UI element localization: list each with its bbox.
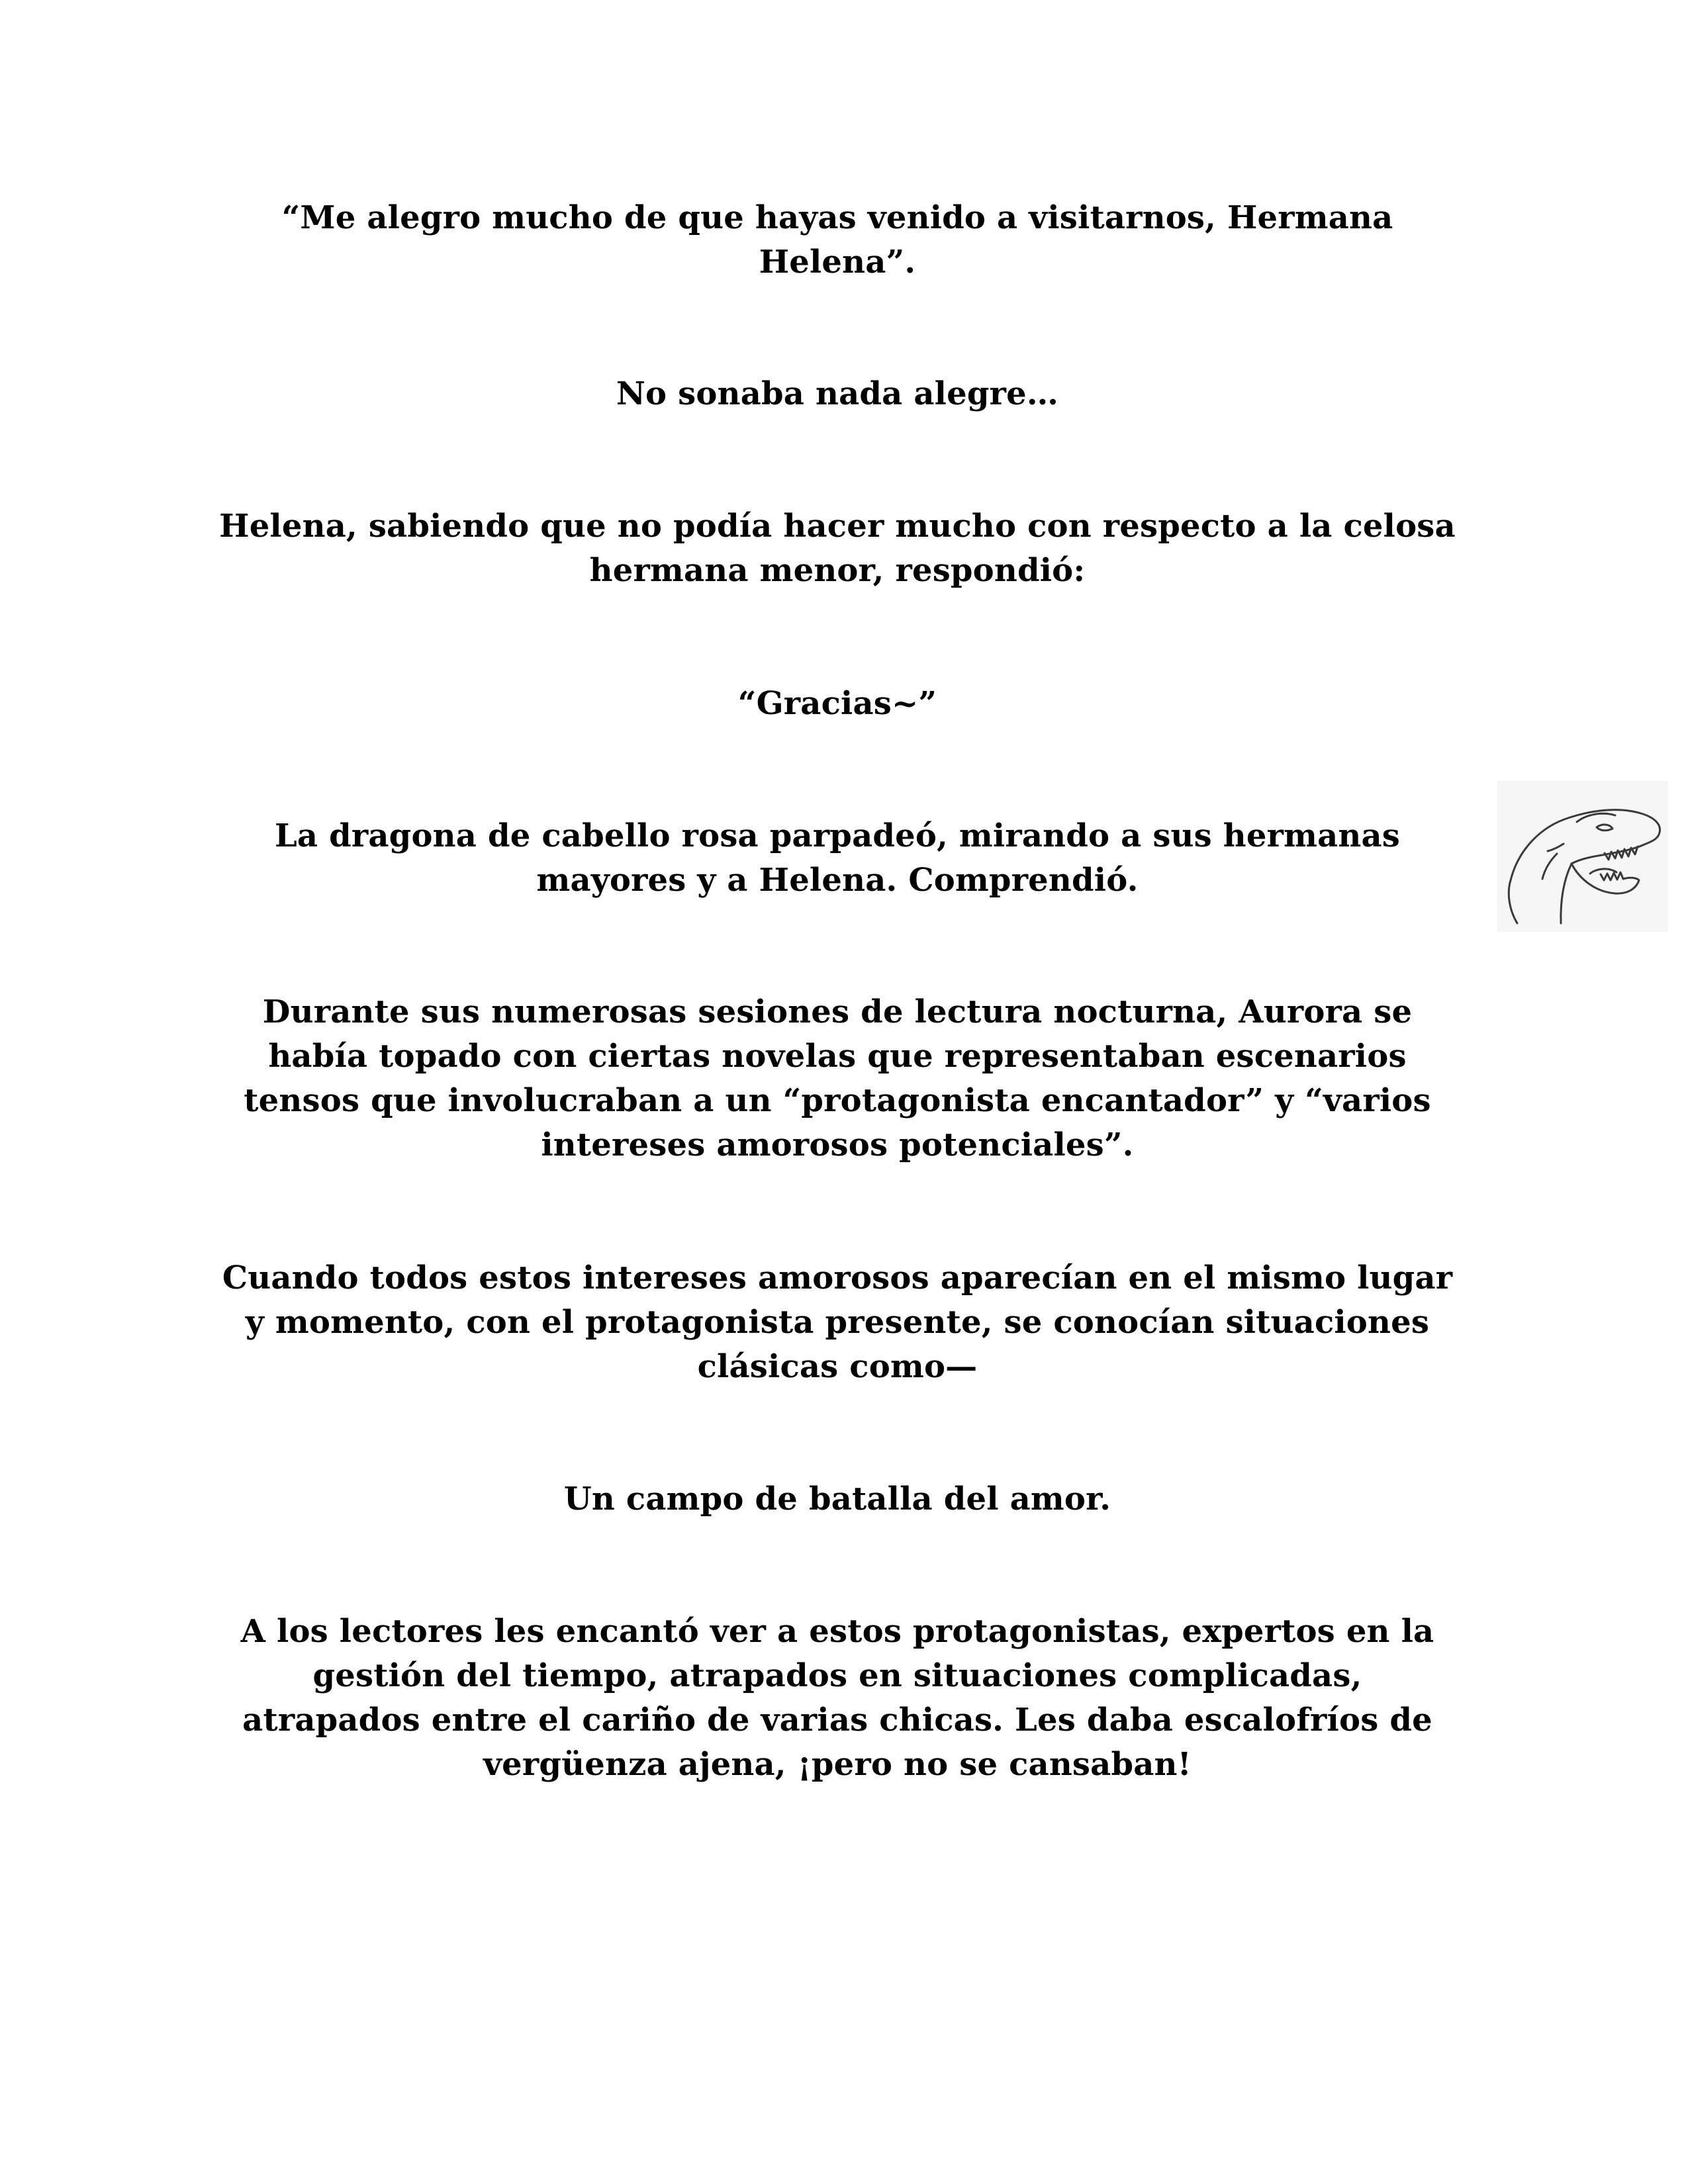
dinosaur-head-sketch-icon [1497, 781, 1668, 932]
paragraph-7: Cuando todos estos intereses amorosos aparecían en el mismo lugar y momento, con el protagonista presente, se conocían situaciones clásicas como— [222, 1259, 1453, 1385]
paragraph-9: A los lectores les encantó ver a estos protagonistas, expertos en la gestión del tiempo, atrapados en situaciones complicadas, atrapados entre el cariño de varias chicas. Les daba escalofríos de vergüenza ajena, ¡pero no se cansaban! [240, 1613, 1434, 1783]
paragraph-1: “Me alegro mucho de que hayas venido a visitarnos, Hermana Helena”. [281, 199, 1393, 281]
paragraph-2: No sonaba nada alegre… [616, 375, 1059, 412]
paragraph-5: La dragona de cabello rosa parpadeó, mirando a sus hermanas mayores y a Helena. Comprendió. [274, 817, 1401, 899]
paragraph-3: Helena, sabiendo que no podía hacer mucho con respecto a la celosa hermana menor, respondió: [219, 508, 1456, 589]
paragraph-6: Durante sus numerosas sesiones de lectura nocturna, Aurora se había topado con ciertas novelas que representaban escenarios tensos que involucraban a un “protagonista encantador” y “varios intereses amorosos potenciales”. [244, 993, 1431, 1163]
paragraph-8: Un campo de batalla del amor. [563, 1480, 1111, 1518]
paragraph-4: “Gracias~” [737, 685, 937, 722]
